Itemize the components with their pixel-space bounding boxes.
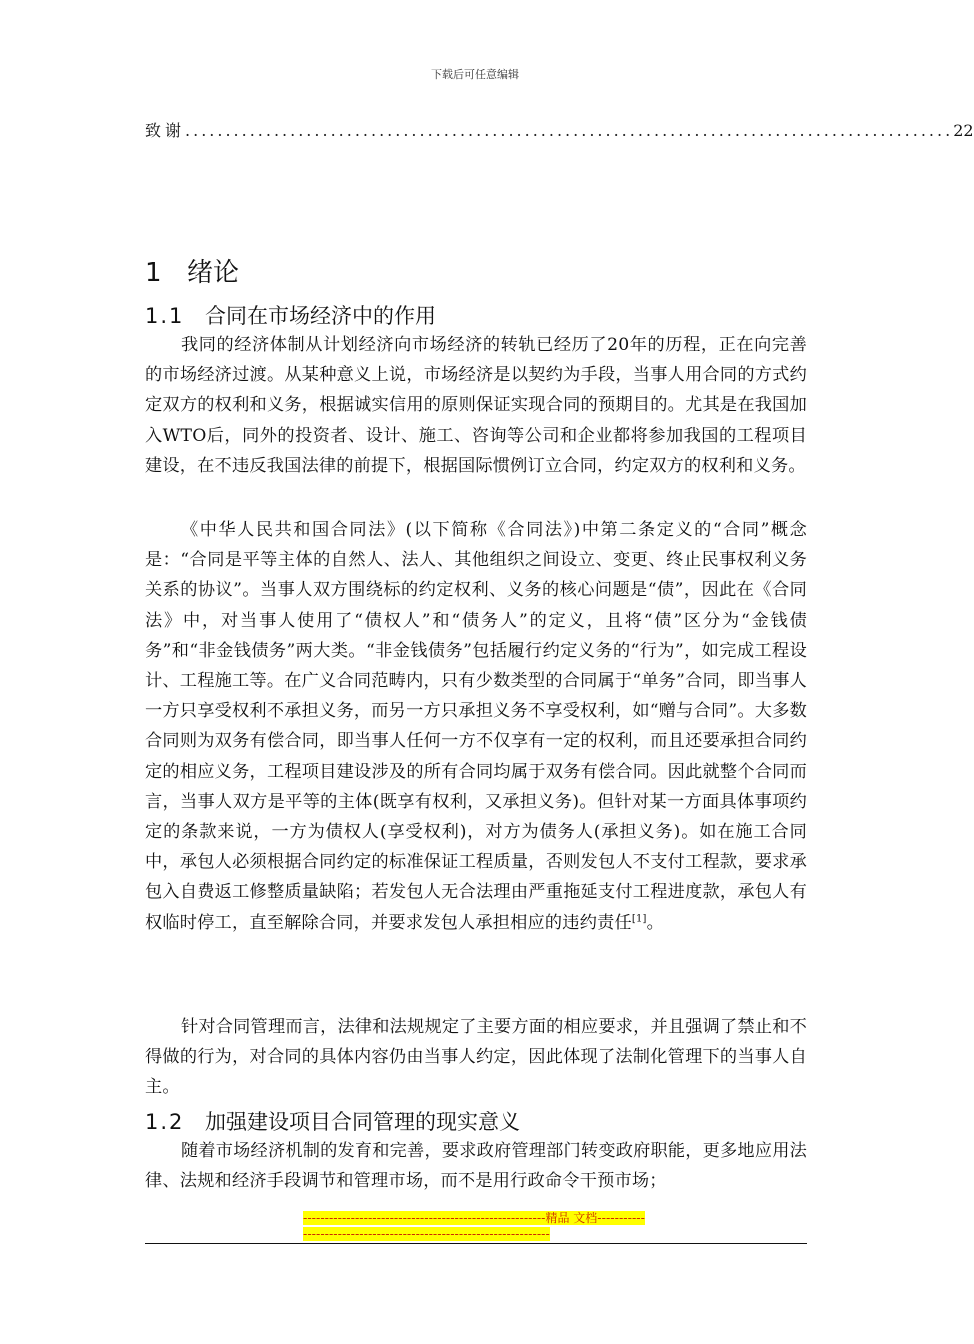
toc-leader-dots: ............................................................................................... — [185, 121, 954, 140]
paragraph: 我同的经济体制从计划经济向市场经济的转轨已经历了20年的历程，正在向完善的市场经济过渡。从某种意义上说，市场经济是以契约为手段，当事人用合同的方式约定双方的权利和义务，根据诚实信用的原则保证实现合同的预期目的。尤其是在我国加入WTO后，同外的投资者、设计、施工、咨询等公司和企业都将参加我国的工程项目建设，在不违反我国法律的前提下，根据国际惯例订立合同，约定双方的权利和义务。 — [145, 335, 807, 476]
section-heading-1-1 — [145, 300, 436, 330]
footer-watermark — [303, 1210, 648, 1242]
paragraph: 随着市场经济机制的发育和完善，要求政府管理部门转变政府职能，更多地应用法律、法规和经济手段调节和管理市场，而不是用行政命令干预市场； — [145, 1141, 807, 1192]
paragraph-text: 《中华人民共和国合同法》(以下简称《合同法》)中第二条定义的“合同”概念是：“合同是平等主体的自然人、法人、其他组织之间设立、变更、终止民事权利义务关系的协议”。当事人双方围绕标的约定权利、义务的核心问题是“债”，因此在《合同法》中，对当事人使用了“债权人”和“债务人”的定义，且将“债”区分为“金钱债务”和“非金钱债务”两大类。“非金钱债务”包括履行约定义务的“行为”，如完成工程设计、工程施工等。在广义合同范畴内，只有少数类型的合同属于“单务”合同，即当事人一方只享受权利不承担义务，而另一方只承担义务不享受权利，如“赠与合同”。大多数合同则为双务有偿合同，即当事人任何一方不仅享有一定的权利，而且还要承担合同约定的相应义务，工程项目建设涉及的所有合同均属于双务有偿合同。因此就整个合同而言，当事人双方是平等的主体(既享有权利，又承担义务)。但针对某一方面具体事项约定的条款来说，一方为债权人(享受权利)，对方为债务人(承担义务)。如在施工合同中，承包人必须根据合同约定的标准保证工程质量，否则发包人不支付工程款，要求承包入自费返工修整质量缺陷；若发包人无合法理由严重拖延支付工程进度款，承包人有权临时停工，直至解除合同，并要求发包人承担相应的违约责任 — [145, 520, 807, 933]
citation-reference[interactable]: [1] — [631, 912, 647, 924]
section-number: 1.2 — [145, 1110, 185, 1134]
chapter-heading — [145, 252, 239, 289]
header-note: 下载后可任意编辑 — [431, 68, 519, 81]
toc-entry-label: 致谢 — [145, 121, 186, 140]
toc-entry[interactable] — [145, 118, 974, 141]
section-number: 1.1 — [145, 304, 185, 328]
section-heading-1-2 — [145, 1106, 520, 1136]
chapter-title: 绪论 — [187, 258, 240, 288]
chapter-number: 1 — [145, 258, 162, 288]
section-title: 合同在市场经济中的作用 — [205, 304, 436, 328]
paragraph: 针对合同管理而言，法律和法规规定了主要方面的相应要求，并且强调了禁止和不得做的行为，对合同的具体内容仍由当事人约定，因此体现了法制化管理下的当事人自主。 — [145, 1017, 807, 1098]
paragraph — [145, 515, 807, 938]
paragraph-end-mark: 。 — [646, 912, 665, 933]
footer-watermark-text: --------------------------------------------------------精品 文档-------------------------------------------------------------------- — [303, 1211, 645, 1241]
section-title: 加强建设项目合同管理的现实意义 — [205, 1110, 520, 1134]
toc-entry-page: 22 — [953, 121, 974, 140]
footer-divider — [145, 1243, 807, 1244]
